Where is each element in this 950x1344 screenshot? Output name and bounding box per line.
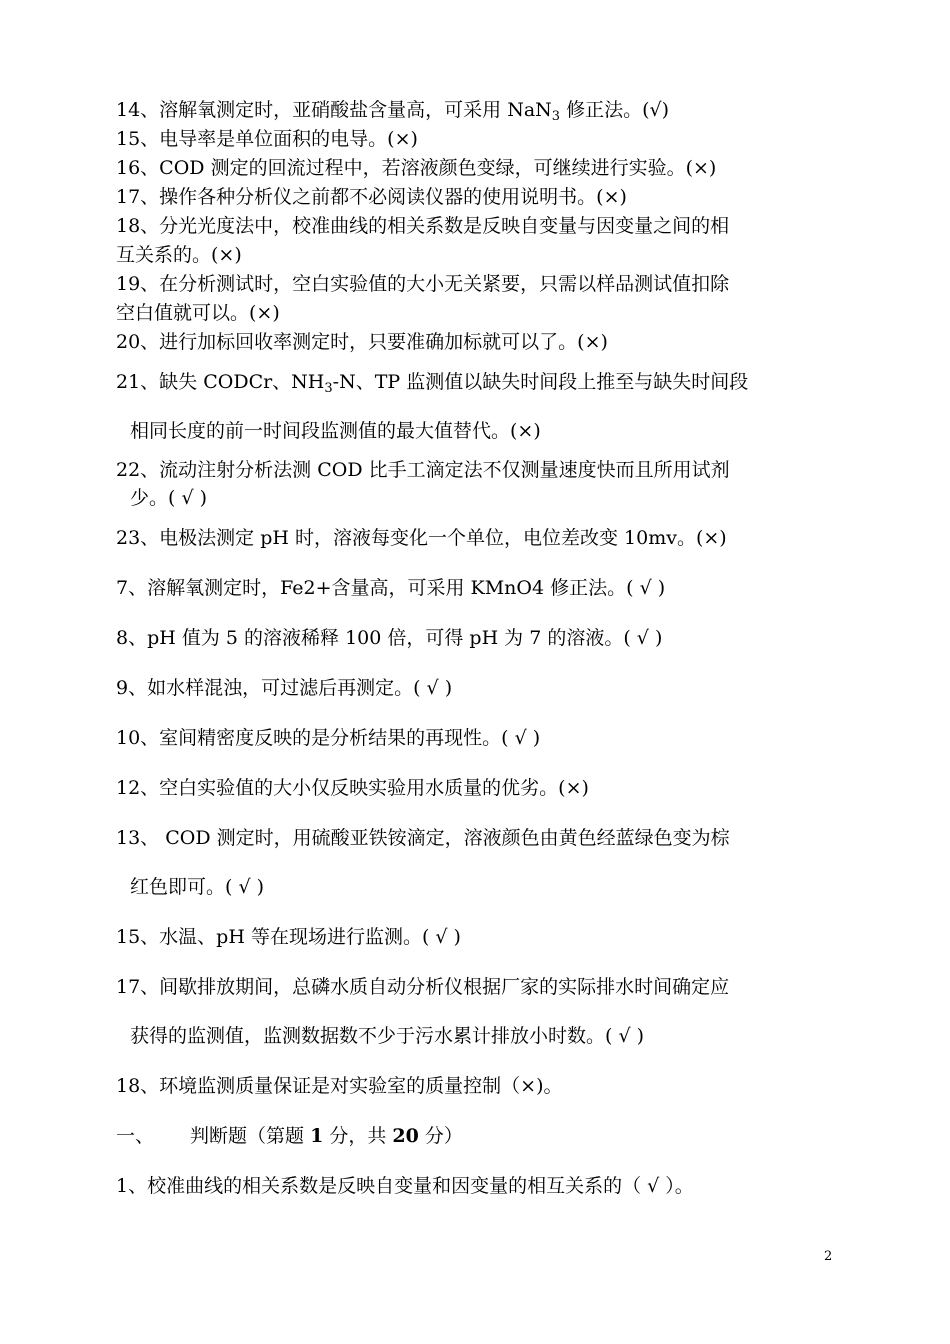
page-number: 2 (824, 1249, 833, 1264)
text-line: 7、溶解氧测定时，Fe2+含量高，可采用 KMnO4 修正法。( √ ) (116, 577, 666, 599)
text-line: 获得的监测值，监测数据数不少于污水累计排放小时数。( √ ) (130, 1025, 645, 1047)
text-line: 相同长度的前一时间段监测值的最大值替代。(×) (130, 420, 541, 442)
text-line: 18、环境监测质量保证是对实验室的质量控制（×)。 (116, 1075, 563, 1097)
text-line: 空白值就可以。(×) (116, 302, 280, 324)
text-line: 12、空白实验值的大小仅反映实验用水质量的优劣。(×) (116, 777, 589, 799)
text-line: 13、 COD 测定时，用硫酸亚铁铵滴定，溶液颜色由黄色经蓝绿色变为棕 (116, 827, 730, 849)
text-line: 少。( √ ) (130, 487, 208, 509)
text-line: 互关系的。(×) (116, 244, 242, 266)
text-line: 9、如水样混浊，可过滤后再测定。( √ ) (116, 677, 453, 699)
text-line: 15、电导率是单位面积的电导。(×) (116, 128, 418, 150)
text-line: 8、pH 值为 5 的溶液稀释 100 倍，可得 pH 为 7 的溶液。( √ ) (116, 627, 663, 649)
text-line: 16、COD 测定的回流过程中，若溶液颜色变绿，可继续进行实验。(×) (116, 157, 717, 179)
text-line: 红色即可。( √ ) (130, 876, 265, 898)
text-line: 20、进行加标回收率测定时，只要准确加标就可以了。(×) (116, 331, 608, 353)
text-line: 23、电极法测定 pH 时，溶液每变化一个单位，电位差改变 10mv。(×) (116, 527, 727, 549)
section-heading: 一、 判断题（第题 1 分，共 20 分） (116, 1125, 463, 1147)
text-line: 17、间歇排放期间，总磷水质自动分析仪根据厂家的实际排水时间确定应 (116, 976, 730, 998)
text-line: 10、室间精密度反映的是分析结果的再现性。( √ ) (116, 727, 541, 749)
text-line: 22、流动注射分析法测 COD 比手工滴定法不仅测量速度快而且所用试剂 (116, 459, 730, 481)
text-line: 14、溶解氧测定时，亚硝酸盐含量高，可采用 NaN$_3$ 修正法。(√) (116, 99, 670, 124)
text-line: 18、分光光度法中，校准曲线的相关系数是反映自变量与因变量之间的相 (116, 215, 730, 237)
text-line: 1、校准曲线的相关系数是反映自变量和因变量的相互关系的（ √ ）。 (116, 1175, 694, 1197)
text-line: 17、操作各种分析仪之前都不必阅读仪器的使用说明书。(×) (116, 186, 627, 208)
text-line: 19、在分析测试时，空白实验值的大小无关紧要，只需以样品测试值扣除 (116, 273, 730, 295)
text-line: 15、水温、pH 等在现场进行监测。( √ ) (116, 926, 461, 948)
text-line: 21、缺失 CODCr、$NH_3-N$、TP 监测值以缺失时间段上推至与缺失时间段 (116, 371, 749, 396)
